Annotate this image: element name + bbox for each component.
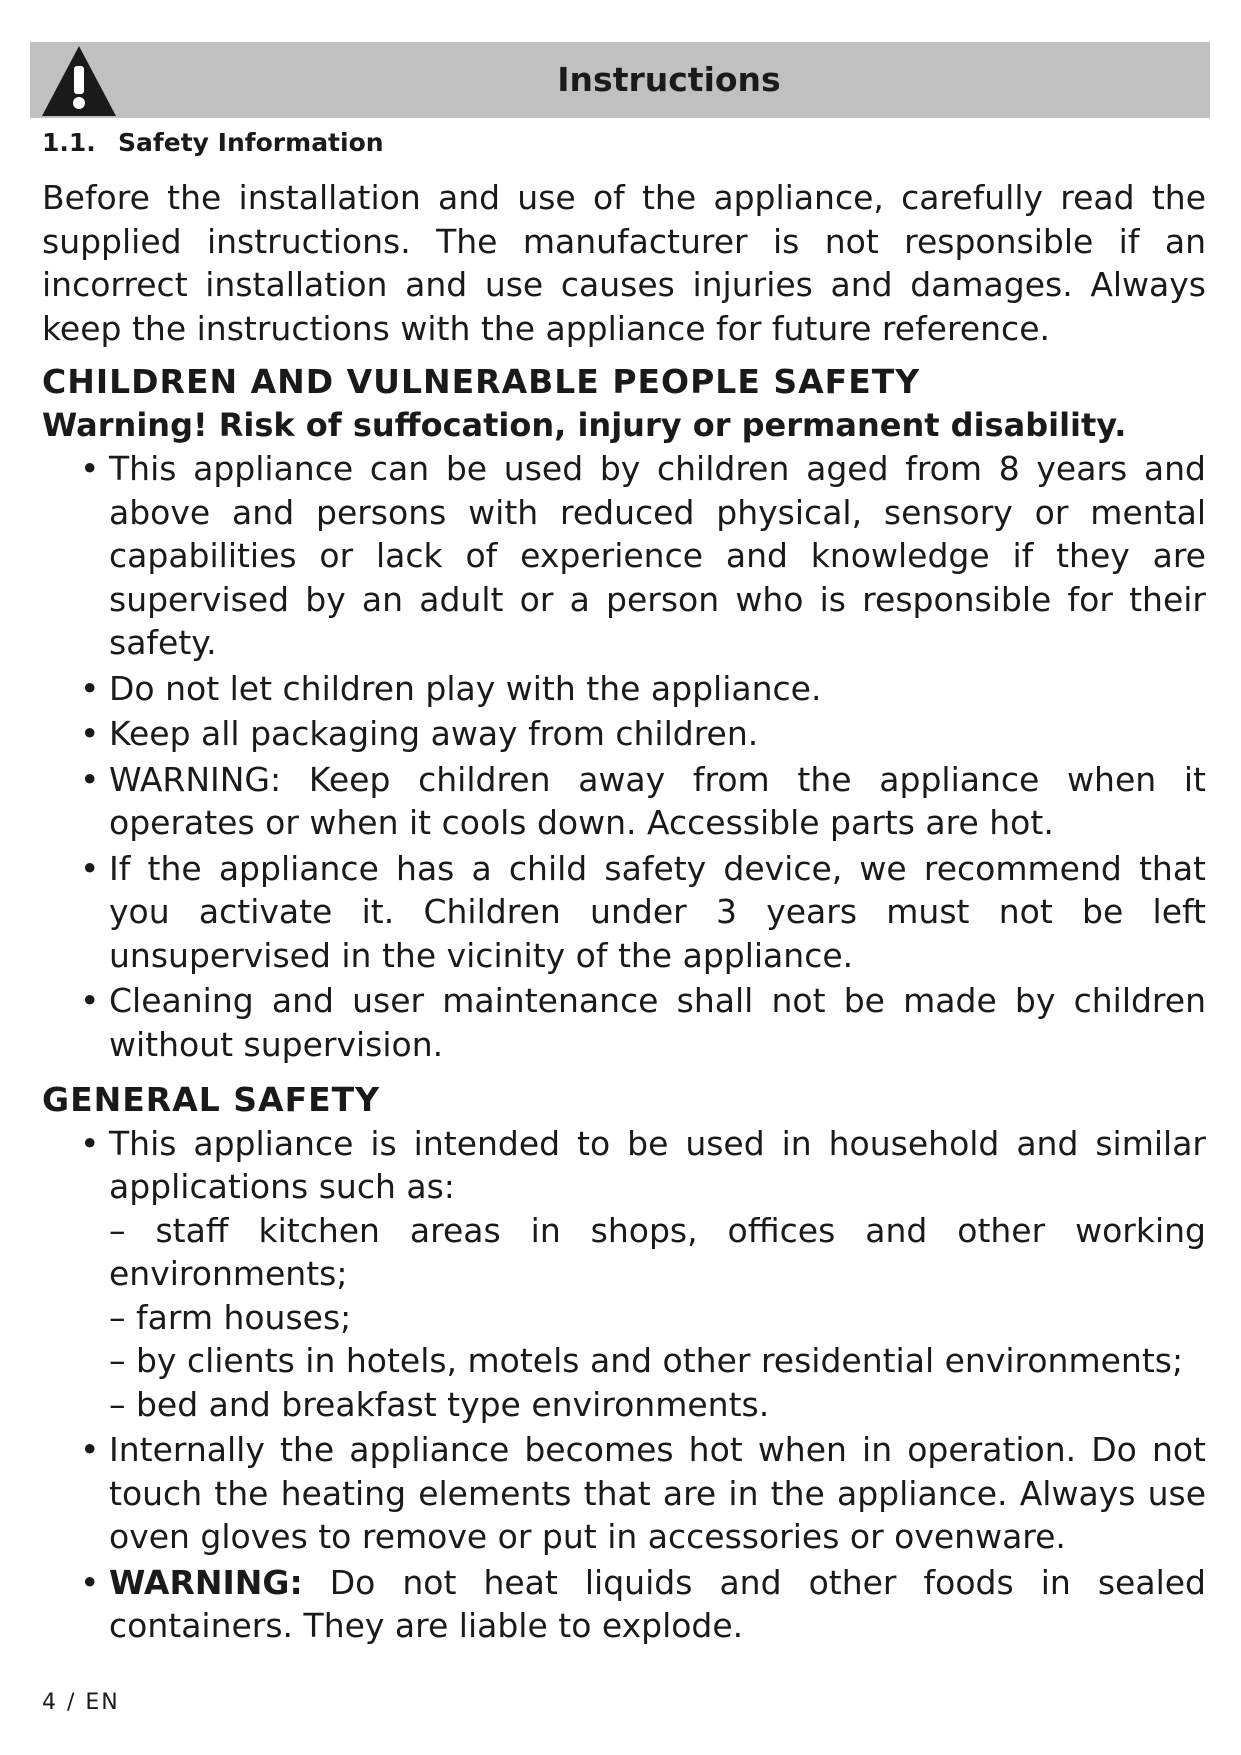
list-item: • This appliance can be used by children aged from 8 years and above and persons with reduced physical, sensory or mental capabilities or lack of experience and knowledge if they are supervised by an adult or a person who is responsible for their safety. [80, 449, 1206, 662]
list-item: • Internally the appliance becomes hot when in operation. Do not touch the heating elements that are in the appliance. Always use oven gloves to remove or put in accessories or ovenware. [80, 1430, 1206, 1556]
sub-item: – by clients in hotels, motels and other residential environments; [109, 1341, 1184, 1380]
bullet-icon: • [80, 714, 100, 753]
general-safety-list [42, 1122, 1206, 1648]
bullet-icon: • [80, 1123, 100, 1163]
section-number: 1.1. [42, 128, 96, 157]
sub-item: – bed and breakfast type environments. [109, 1384, 770, 1424]
warning-label: WARNING: [109, 1562, 303, 1602]
list-item: • WARNING: Keep children away from the appliance when it operates or when it cools down. Accessible parts are hot. [80, 759, 1206, 842]
general-safety-heading: GENERAL SAFETY [42, 1080, 381, 1119]
bullet-icon: • [80, 848, 100, 888]
list-item: • If the appliance has a child safety device, we recommend that you activate it. Children under 3 years must not be left unsupervised in the vicinity of the appliance. [80, 848, 1206, 975]
section-title: Safety Information [118, 128, 384, 157]
document-body [42, 176, 1206, 1660]
bullet-icon: • [80, 981, 100, 1020]
children-warning: Warning! Risk of suffocation, injury or permanent disability. [42, 405, 1127, 444]
list-item: • WARNING: Do not heat liquids and other foods in sealed containers. They are liable to explode. [80, 1562, 1206, 1645]
page-footer: 4 / EN [42, 1690, 120, 1715]
section-heading [42, 128, 384, 157]
bullet-icon: • [80, 1430, 100, 1469]
list-item: • Do not let children play with the appliance. [42, 667, 1206, 711]
list-item: • Keep all packaging away from children. [42, 712, 1206, 756]
children-safety-list [42, 447, 1206, 1066]
bullet-icon: • [80, 759, 100, 799]
bullet-icon: • [80, 668, 100, 708]
bullet-icon: • [80, 449, 100, 488]
page-number: 4 [42, 1690, 58, 1715]
bullet-icon: • [80, 1562, 100, 1602]
list-item: • This appliance is intended to be used in household and similar applications such as: – staff kitchen areas in shops, offices and other working environments; – farm houses; – by clients in hotels, motels and other residential environments; – bed and breakfast type environments. [42, 1122, 1206, 1427]
children-safety-heading: CHILDREN AND VULNERABLE PEOPLE SAFETY [42, 362, 921, 401]
sub-item: – staff kitchen areas in shops, offices and other working environments; [109, 1210, 1206, 1293]
intro-paragraph: Before the installation and use of the appliance, carefully read the supplied instructions. The manufacturer is not responsible if an incorrect installation and use causes injuries and damages. Always keep the instructions with the appliance for future reference. [42, 178, 1206, 348]
list-item: • Cleaning and user maintenance shall not be made by children without supervision. [80, 981, 1206, 1064]
page-title: Instructions [557, 60, 781, 99]
language-code: EN [85, 1690, 120, 1715]
sub-item: – farm houses; [109, 1297, 352, 1337]
